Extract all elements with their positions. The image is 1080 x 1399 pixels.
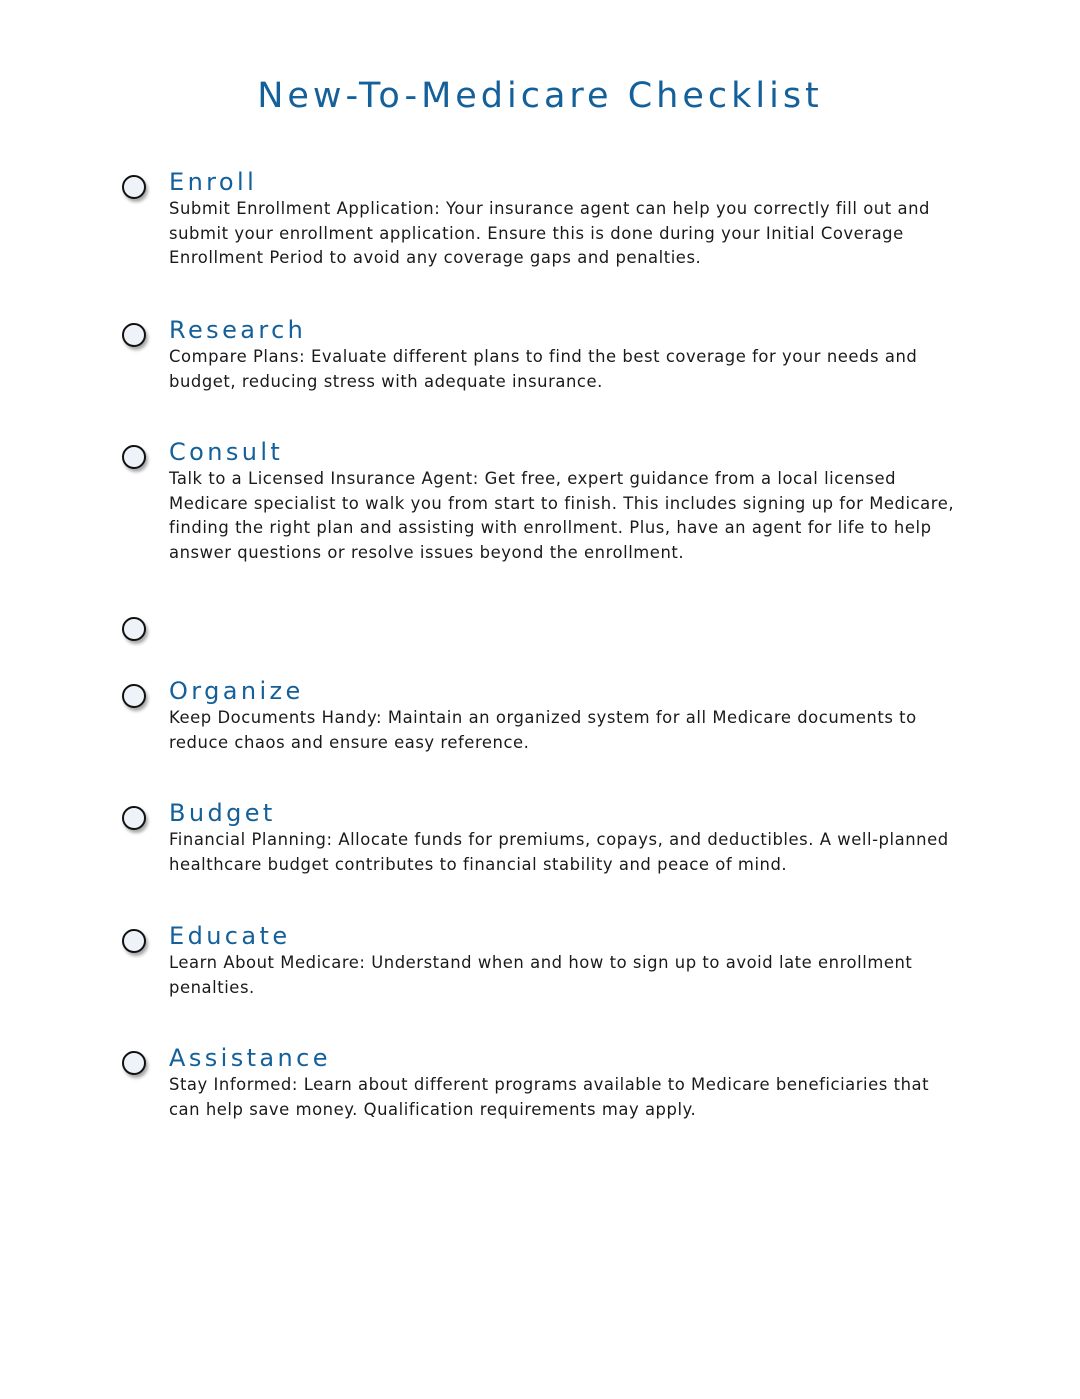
- item-description-organize: Keep Documents Handy: Maintain an organized system for all Medicare documents to reduce chaos and ensure easy reference.: [169, 708, 917, 752]
- item-title-research: Research: [169, 316, 307, 344]
- item-title-assistance: Assistance: [169, 1044, 331, 1072]
- checkbox-consult[interactable]: [122, 445, 146, 469]
- checkbox-budget[interactable]: [122, 806, 146, 830]
- checkbox-assistance[interactable]: [122, 1051, 146, 1075]
- item-title-consult: Consult: [169, 438, 284, 466]
- item-description-enroll: Submit Enrollment Application: Your insurance agent can help you correctly fill out and submit your enrollment application. Ensure this is done during your Initial Coverage Enrollment Period to avoid any coverage gaps and penalties.: [169, 199, 930, 268]
- checkbox-organize[interactable]: [122, 684, 146, 708]
- item-description-budget: Financial Planning: Allocate funds for premiums, copays, and deductibles. A well-planned healthcare budget contributes to financial stability and peace of mind.: [169, 830, 949, 874]
- item-title-budget: Budget: [169, 799, 276, 827]
- item-description-educate: Learn About Medicare: Understand when and how to sign up to avoid late enrollment penalties.: [169, 953, 913, 997]
- item-description-research: Compare Plans: Evaluate different plans to find the best coverage for your needs and budget, reducing stress with adequate insurance.: [169, 347, 918, 391]
- item-title-enroll: Enroll: [169, 168, 258, 196]
- page-title: New-To-Medicare Checklist: [257, 76, 823, 116]
- checkbox-research[interactable]: [122, 323, 146, 347]
- checkbox-blank[interactable]: [122, 617, 146, 641]
- item-title-educate: Educate: [169, 922, 291, 950]
- item-title-organize: Organize: [169, 677, 304, 705]
- checkbox-educate[interactable]: [122, 929, 146, 953]
- item-description-assistance: Stay Informed: Learn about different programs available to Medicare beneficiaries that can help save money. Qualification requirements may apply.: [169, 1075, 930, 1119]
- checkbox-enroll[interactable]: [122, 175, 146, 199]
- item-description-consult: Talk to a Licensed Insurance Agent: Get free, expert guidance from a local licensed Medicare specialist to walk you from start to finish. This includes signing up for Medicare, finding the right plan and assisting with enrollment. Plus, have an agent for life to help answer questions or resolve issues beyond the enrollment.: [169, 469, 955, 562]
